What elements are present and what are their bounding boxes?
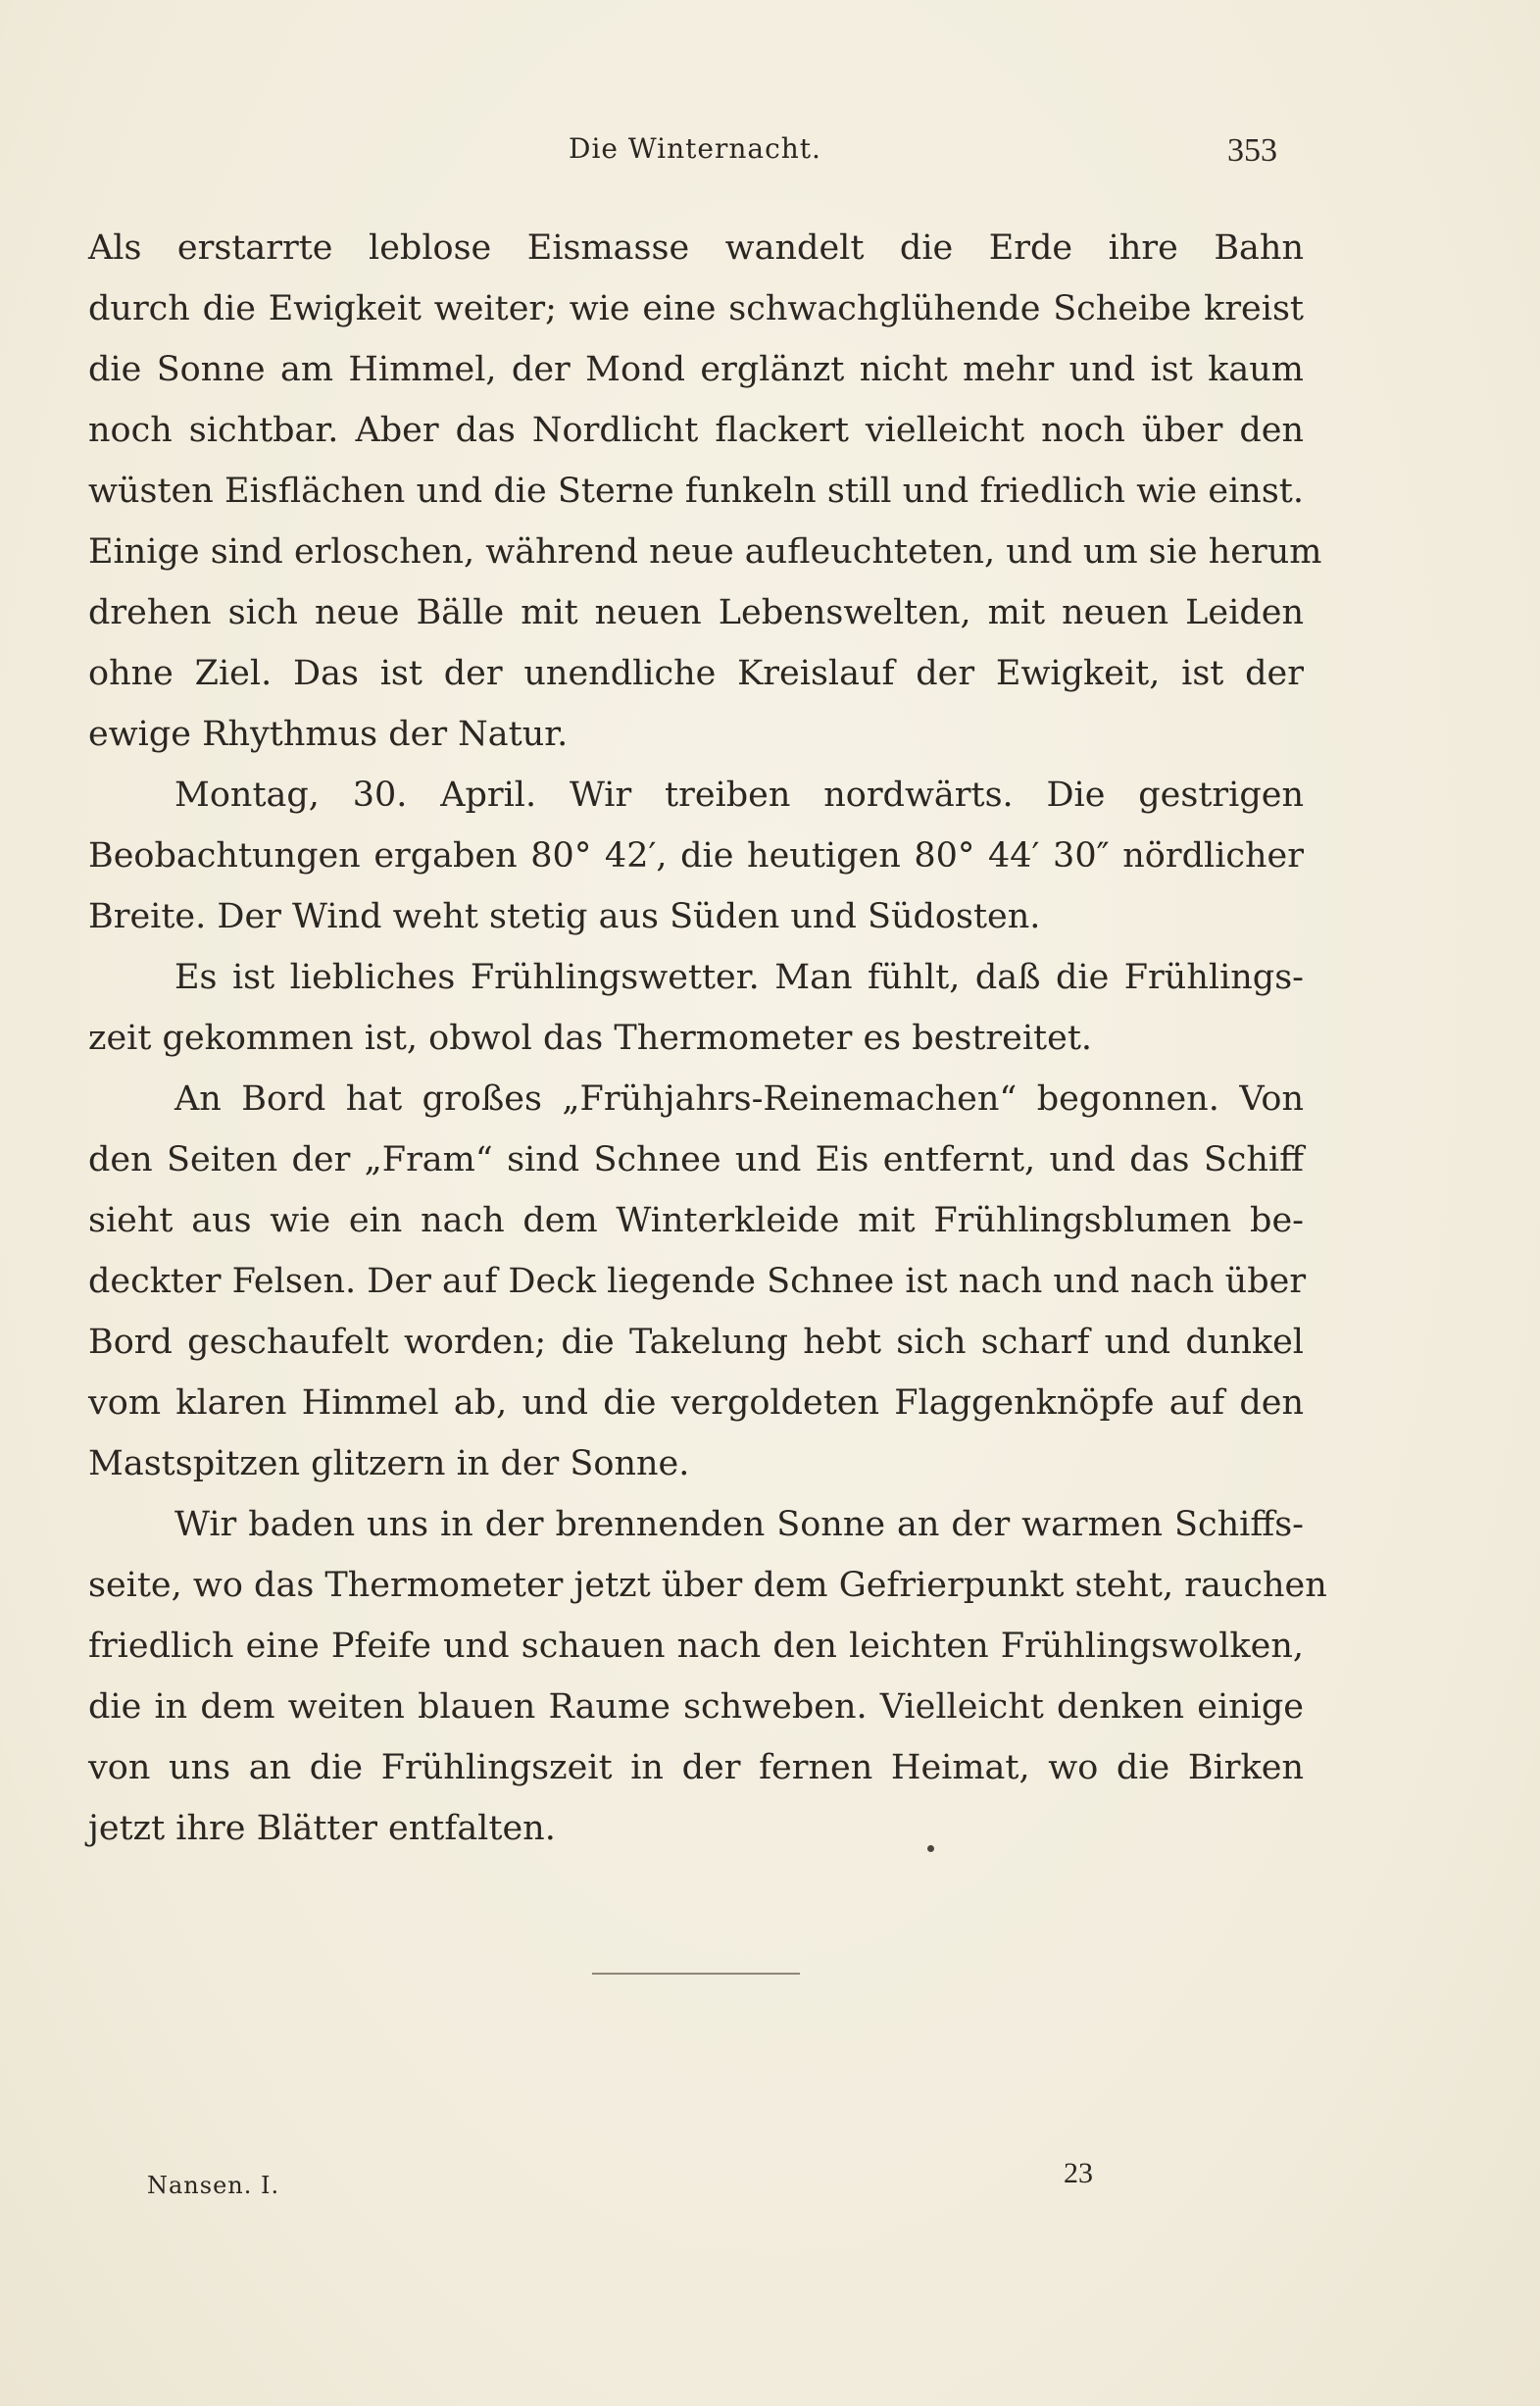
text-line: drehen sich neue Bälle mit neuen Lebenswelten, mit neuen Leiden [88, 593, 1304, 632]
text-line: Mastspitzen glitzern in der Sonne. [88, 1444, 690, 1483]
ink-speck [927, 1845, 934, 1852]
text-line: die in dem weiten blauen Raume schweben. Vielleicht denken einige [88, 1687, 1304, 1727]
running-title: Die Winternacht. [569, 132, 821, 165]
text-line: Bord geschaufelt worden; die Takelung hebt sich scharf und dunkel [88, 1323, 1304, 1362]
body-text [88, 218, 1327, 1859]
text-line: Als erstarrte leblose Eismasse wandelt die Erde ihre Bahn [88, 228, 1304, 268]
text-line: friedlich eine Pfeife und schauen nach den leichten Frühlingswolken, [88, 1627, 1304, 1666]
text-line: Montag, 30. April. Wir treiben nordwärts. Die gestrigen [174, 776, 1304, 815]
text-line: zeit gekommen ist, obwol das Thermometer es bestreitet. [88, 1019, 1093, 1058]
text-line: den Seiten der „Fram“ sind Schnee und Eis entfernt, und das Schiff [88, 1140, 1304, 1179]
section-rule [592, 1973, 800, 1975]
text-line: ohne Ziel. Das ist der unendliche Kreislauf der Ewigkeit, ist der [88, 654, 1304, 693]
text-line: Einige sind erloschen, während neue aufleuchteten, und um sie herum [88, 532, 1322, 572]
text-line: deckter Felsen. Der auf Deck liegende Schnee ist nach und nach über [88, 1262, 1307, 1301]
text-line: seite, wo das Thermometer jetzt über dem Gefrierpunkt steht, rauchen [88, 1566, 1327, 1605]
text-line: die Sonne am Himmel, der Mond erglänzt nicht mehr und ist kaum [88, 350, 1304, 389]
page-number: 353 [1227, 132, 1277, 169]
text-line: ewige Rhythmus der Natur. [88, 715, 569, 754]
printer-signature: Nansen. I. [147, 2172, 280, 2199]
text-line: noch sichtbar. Aber das Nordlicht flackert vielleicht noch über den [88, 411, 1304, 450]
text-line: Wir baden uns in der brennenden Sonne an der warmen Schiffs- [174, 1505, 1304, 1544]
text-line: An Bord hat großes „Frühjahrs-Reinemachen“ begonnen. Von [174, 1079, 1304, 1119]
text-line: Beobachtungen ergaben 80° 42′, die heutigen 80° 44′ 30″ nördlicher [88, 836, 1304, 876]
text-line: jetzt ihre Blätter entfalten. [88, 1809, 556, 1848]
text-line: von uns an die Frühlingszeit in der fernen Heimat, wo die Birken [88, 1748, 1304, 1787]
text-line: sieht aus wie ein nach dem Winterkleide mit Frühlingsblumen be- [88, 1201, 1304, 1240]
text-line: wüsten Eisflächen und die Sterne funkeln still und friedlich wie einst. [88, 472, 1304, 511]
sheet-number: 23 [1064, 2157, 1093, 2189]
text-line: durch die Ewigkeit weiter; wie eine schwachglühende Scheibe kreist [88, 289, 1304, 328]
text-line: vom klaren Himmel ab, und die vergoldeten Flaggenknöpfe auf den [88, 1383, 1304, 1423]
text-line: Breite. Der Wind weht stetig aus Süden und Südosten. [88, 897, 1041, 936]
text-line: Es ist liebliches Frühlingswetter. Man fühlt, daß die Frühlings- [174, 958, 1304, 997]
